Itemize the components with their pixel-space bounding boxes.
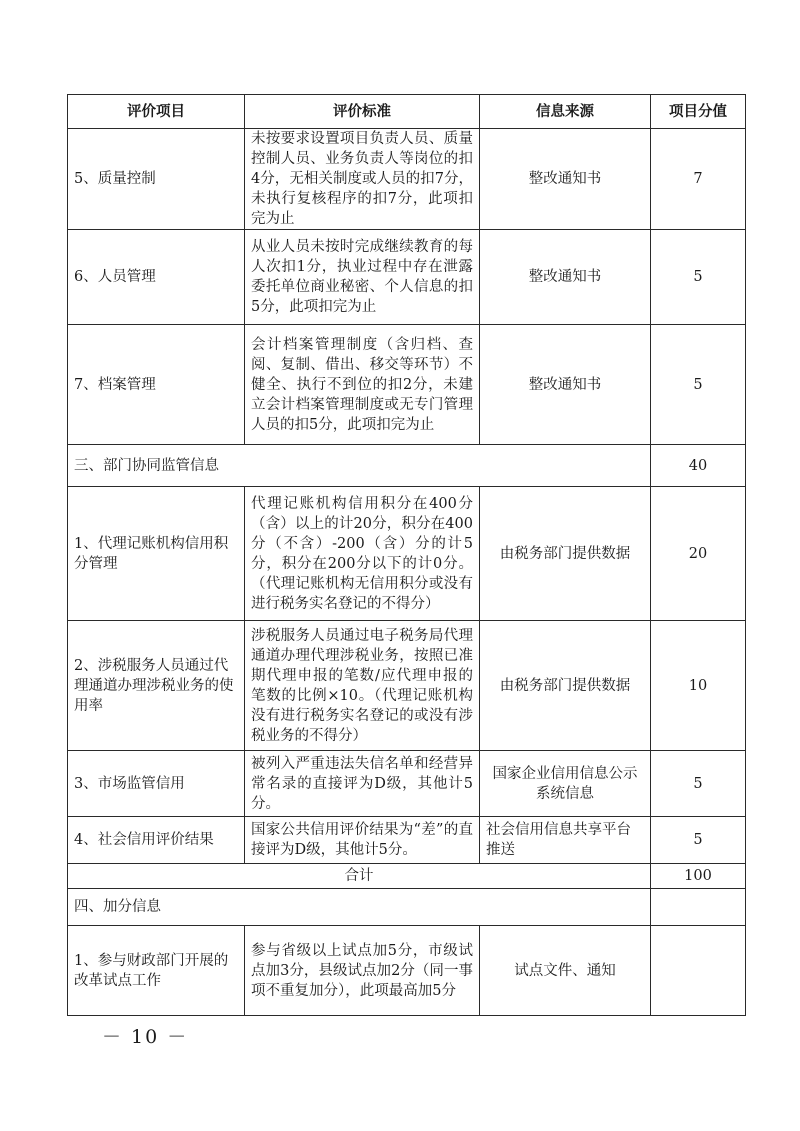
row-source: 整改通知书 [480,129,651,230]
row-score: 5 [651,325,746,445]
table-row [68,817,746,864]
section-score: 40 [651,445,746,487]
row-item: 5、质量控制 [68,129,245,230]
row-source: 试点文件、通知 [480,926,651,1016]
table-row [68,926,746,1016]
header-source: 信息来源 [480,95,651,129]
section-score [651,889,746,926]
table-row [68,230,746,325]
row-item: 1、代理记账机构信用积分管理 [68,487,245,621]
row-score: 5 [651,751,746,817]
row-standard: 代理记账机构信用积分在400分（含）以上的计20分，积分在400分（不含）-200（含）分的计5分，积分在200分以下的计0分。（代理记账机构无信用积分或没有进行税务实名登记的不得分） [245,487,480,621]
row-item: 6、人员管理 [68,230,245,325]
section-row [68,889,746,926]
header-item: 评价项目 [68,95,245,129]
header-score: 项目分值 [651,95,746,129]
row-item: 4、社会信用评价结果 [68,817,245,864]
table-row [68,621,746,751]
row-standard: 未按要求设置项目负责人员、质量控制人员、业务负责人等岗位的扣4分，无相关制度或人员的扣7分，未执行复核程序的扣7分，此项扣完为止 [245,129,480,230]
row-standard: 国家公共信用评价结果为“差”的直接评为D级，其他计5分。 [245,817,480,864]
row-score: 5 [651,230,746,325]
row-standard: 涉税服务人员通过电子税务局代理通道办理代理涉税业务，按照已准期代理申报的笔数/应代理申报的笔数的比例×10。（代理记账机构没有进行税务实名登记的或没有涉税业务的不得分） [245,621,480,751]
row-source: 整改通知书 [480,325,651,445]
total-score: 100 [651,864,746,889]
section-title: 四、加分信息 [68,889,651,926]
row-item: 7、档案管理 [68,325,245,445]
page-number: － 10 － [102,1026,189,1048]
row-score: 10 [651,621,746,751]
row-source: 国家企业信用信息公示系统信息 [480,751,651,817]
row-source: 由税务部门提供数据 [480,621,651,751]
row-item: 2、涉税服务人员通过代理通道办理涉税业务的使用率 [68,621,245,751]
row-standard: 从业人员未按时完成继续教育的每人次扣1分，执业过程中存在泄露委托单位商业秘密、个人信息的扣5分，此项扣完为止 [245,230,480,325]
total-label: 合计 [68,864,651,889]
row-standard: 被列入严重违法失信名单和经营异常名录的直接评为D级，其他计5分。 [245,751,480,817]
table-row [68,487,746,621]
row-source: 社会信用信息共享平台推送 [480,817,651,864]
table-row [68,325,746,445]
row-score: 5 [651,817,746,864]
row-standard: 会计档案管理制度（含归档、查阅、复制、借出、移交等环节）不健全、执行不到位的扣2分，未建立会计档案管理制度或无专门管理人员的扣5分，此项扣完为止 [245,325,480,445]
row-item: 1、参与财政部门开展的改革试点工作 [68,926,245,1016]
section-row [68,445,746,487]
evaluation-table [67,94,746,1016]
row-score: 20 [651,487,746,621]
row-source: 整改通知书 [480,230,651,325]
total-row [68,864,746,889]
table-row [68,751,746,817]
section-title: 三、部门协同监管信息 [68,445,651,487]
table-header-row [68,95,746,129]
row-source: 由税务部门提供数据 [480,487,651,621]
row-score [651,926,746,1016]
header-standard: 评价标准 [245,95,480,129]
table-row [68,129,746,230]
row-standard: 参与省级以上试点加5分，市级试点加3分，县级试点加2分（同一事项不重复加分），此项最高加5分 [245,926,480,1016]
row-score: 7 [651,129,746,230]
row-item: 3、市场监管信用 [68,751,245,817]
